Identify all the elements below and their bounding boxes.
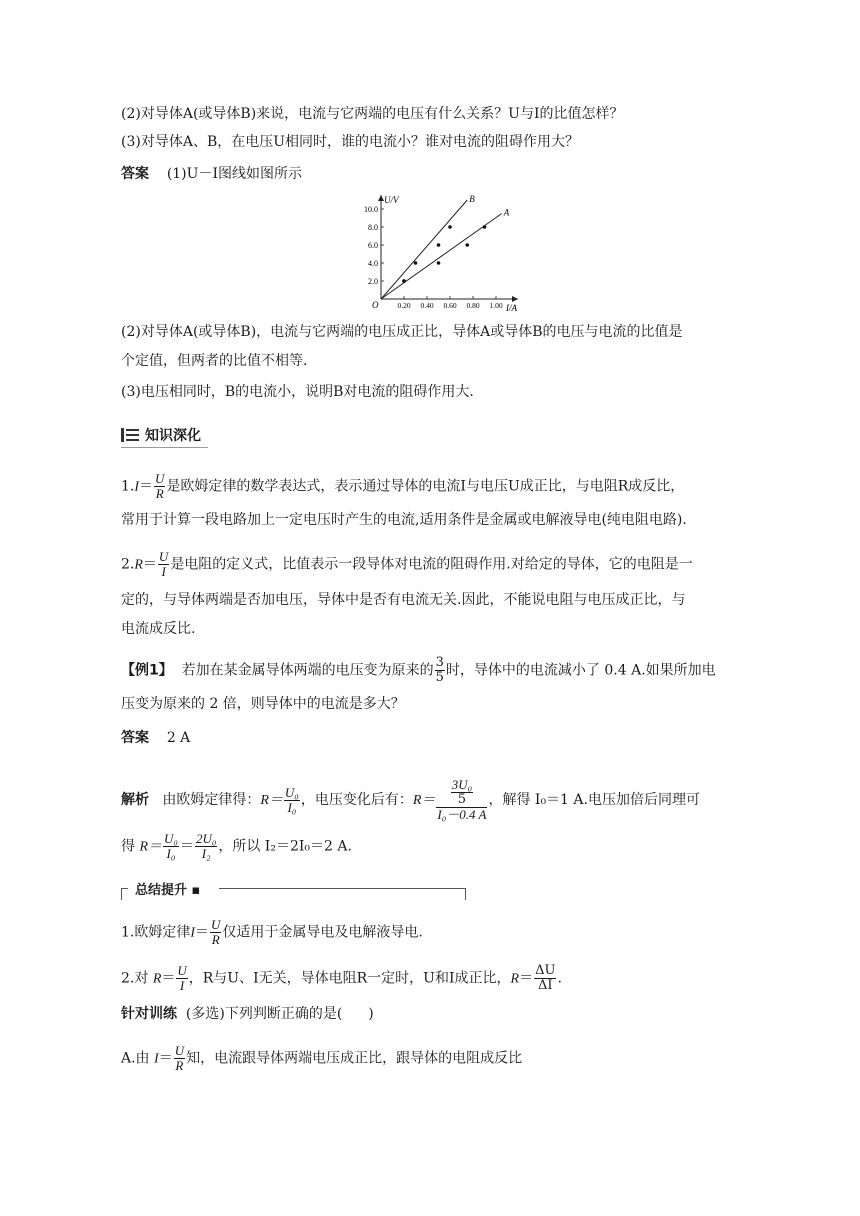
point-1-line1: [121, 472, 684, 501]
y-tick-label: 2.0: [368, 277, 378, 286]
x-tick-label: 0.80: [466, 301, 480, 310]
fraction-du-over-di: [534, 964, 556, 993]
analysis-line2: [121, 832, 352, 861]
data-point-b: [448, 225, 452, 229]
y-tick-label: 10.0: [364, 205, 378, 214]
answer-1-line: [121, 164, 302, 184]
analysis-label: 解析: [121, 792, 149, 808]
frac-den: 5: [435, 670, 444, 685]
fraction-u-over-r: [210, 918, 221, 947]
fraction-u-over-i: [176, 964, 187, 993]
question-2: (2)对导体A(或导体B)来说，电流与它两端的电压有什么关系？U与I的比值怎样？: [121, 106, 624, 122]
formula-r: R＝: [260, 793, 283, 808]
frac-num: U₀: [284, 784, 299, 800]
point-2-number: 2.: [121, 556, 135, 573]
example-text-a: 若加在某金属导体两端的电压变为原来的: [181, 662, 434, 679]
frac-den: I₀: [166, 846, 176, 861]
fraction-u0-i0: [163, 832, 179, 861]
equals: ＝: [519, 970, 534, 987]
x-axis-arrow: [512, 296, 518, 302]
y-tick-label: 6.0: [368, 241, 378, 250]
summary-header: [121, 881, 466, 899]
option-a: [121, 1044, 522, 1073]
exercise-line: [121, 1004, 374, 1024]
var-r: R: [134, 557, 143, 573]
formula-r: R＝: [412, 793, 436, 808]
analysis-line1: [121, 778, 700, 822]
section-underline: [121, 447, 208, 448]
fraction-u-over-r: [154, 472, 165, 501]
y-tick-label: 4.0: [368, 259, 378, 268]
frac-num: U: [211, 917, 221, 932]
x-tick-label: 0.40: [420, 301, 434, 310]
summary-1-text-b: 仅适用于金属导电及电解液导电.: [222, 924, 423, 941]
example-text-b: 时，导体中的电流减小了 0.4 A.如果所加电: [445, 662, 716, 679]
var-r: R: [510, 971, 520, 987]
fraction-2u0-i2: [195, 832, 217, 861]
example-1-line2: 压变为原来的 2 倍，则导体中的电流是多大？: [121, 696, 405, 712]
data-point-b: [414, 261, 418, 265]
data-point-a: [483, 225, 487, 229]
example-1-line1: [121, 656, 716, 685]
equals: ＝: [158, 1050, 173, 1067]
series-line-b: [381, 200, 467, 299]
frac-num: U: [155, 471, 165, 486]
point-1-number: 1.: [121, 478, 135, 495]
question-3: (3)对导体A、B，在电压U相同时，谁的电流小？谁对电流的阻碍作用大？: [121, 134, 580, 150]
x-axis-label: I/A: [506, 303, 517, 313]
square-bullet-icon: ▪: [191, 883, 201, 898]
var-i: I: [134, 479, 140, 495]
point-1-text: 是欧姆定律的数学表达式，表示通过导体的电流I与电压U成正比，与电阻R成反比，: [166, 478, 685, 495]
point-2-text: 是电阻的定义式，比值表示一段导体对电流的阻碍作用.对给定的导体，它的电阻是一: [170, 556, 693, 573]
option-a-text-a: A.由: [121, 1050, 150, 1067]
example-label: 【例1】: [121, 662, 173, 679]
answer-1-text: (1)U－I图线如图所示: [166, 166, 302, 182]
exercise-text: (多选)下列判断正确的是(: [185, 1006, 343, 1022]
fraction-3-5: [435, 656, 445, 685]
point-2-line1: [121, 550, 693, 579]
data-point-b: [437, 243, 441, 247]
fraction-u0-i0: [284, 786, 300, 815]
compound-fraction: [436, 778, 487, 822]
fraction-u-over-r: [174, 1044, 185, 1073]
frac-den: 5: [457, 792, 467, 807]
answer-3: (3)电压相同时，B的电流小，说明B对电流的阻碍作用大.: [121, 384, 474, 400]
equals: ＝: [195, 924, 210, 941]
frac-num: U: [177, 963, 187, 978]
option-a-text-b: 知，电流跟导体两端电压成正比，跟导体的电阻成反比: [186, 1050, 523, 1067]
summary-title: 总结提升 ▪: [135, 883, 201, 898]
x-tick-label: 0.60: [443, 301, 457, 310]
var-i: I: [190, 925, 196, 941]
equals: ＝: [142, 556, 157, 573]
point-2-line3: 电流成反比.: [121, 621, 196, 637]
var-i: I: [154, 1051, 159, 1067]
point-1-line2: 常用于计算一段电路加上一定电压时产生的电流,适用条件是金属或电解液导电(纯电阻电路).: [121, 512, 687, 528]
answer-2-line2: 个定值，但两者的比值不相等.: [121, 353, 308, 369]
frac-den: R: [211, 932, 220, 947]
point-2-line2: 定的，与导体两端是否加电压，导体中是否有电流无关.因此，不能说电阻与电压成正比，与: [121, 592, 686, 608]
formula-r: R＝: [139, 839, 163, 855]
equals: ＝: [179, 838, 194, 855]
summary-2-period: .: [557, 970, 562, 987]
analysis-text-c: ，解得 I₀＝1 A.电压加倍后同理可: [488, 792, 700, 808]
frac-num: 3U₀: [451, 777, 473, 792]
series-label-a: A: [503, 207, 510, 218]
answer-label: 答案: [121, 166, 149, 182]
frac-den: R: [155, 486, 164, 501]
analysis-text-e: ，所以 I₂＝2I₀＝2 A.: [218, 838, 352, 855]
frac-den: I: [179, 978, 185, 993]
frac-den: I₀－0.4 A: [437, 807, 487, 822]
analysis-text-b: ，电压变化后有：: [300, 792, 413, 808]
answer-label: 答案: [121, 730, 149, 746]
equals: ＝: [161, 970, 176, 987]
frac-den: R: [175, 1058, 184, 1073]
frac-num: 2U₀: [195, 831, 217, 846]
var-r: R: [152, 971, 162, 987]
summary-1-text-a: 1.欧姆定律: [121, 924, 191, 941]
frac-den: I: [161, 564, 166, 579]
exercise-close-paren: ): [368, 1006, 374, 1022]
u-i-chart: [345, 190, 525, 315]
frac-num: 3: [435, 655, 444, 670]
frac-num: ΔU: [535, 963, 556, 978]
frac-num: U₀: [164, 831, 178, 846]
frac-den: I₀: [287, 799, 297, 815]
summary-2: [121, 964, 562, 993]
frac-den: I₂: [201, 846, 211, 861]
section-title: 知识深化: [145, 428, 201, 444]
answer-value: 2 A: [166, 730, 191, 746]
data-point-a: [465, 243, 469, 247]
data-point-a: [437, 261, 441, 265]
frac-den: ΔI: [537, 978, 553, 993]
x-tick-label: 1.00: [489, 301, 503, 310]
summary-2-text-a: 2.对: [121, 970, 149, 987]
exercise-label: 针对训练: [121, 1006, 177, 1022]
frac-num: U: [174, 1043, 185, 1058]
y-axis-label: U/V: [384, 195, 399, 205]
frac-num: U: [158, 549, 169, 564]
list-icon: [121, 428, 139, 442]
summary-2-text-b: ，R与U、I无关，导体电阻R一定时，U和I成正比，: [188, 970, 511, 987]
analysis-text-a: 由欧姆定律得：: [162, 792, 261, 808]
y-tick-label: 8.0: [368, 223, 378, 232]
summary-1: [121, 918, 423, 947]
analysis-text-d: 得: [121, 838, 135, 855]
fraction-u-over-i: [158, 550, 169, 579]
origin-label: O: [372, 300, 379, 310]
equals: ＝: [139, 478, 154, 495]
x-tick-label: 0.20: [397, 301, 411, 310]
data-point-a: [402, 279, 406, 283]
series-label-b: B: [469, 194, 475, 204]
example-answer-line: [121, 728, 190, 748]
answer-2-line1: (2)对导体A(或导体B)，电流与它两端的电压成正比，导体A或导体B的电压与电流的比值是: [121, 324, 683, 340]
